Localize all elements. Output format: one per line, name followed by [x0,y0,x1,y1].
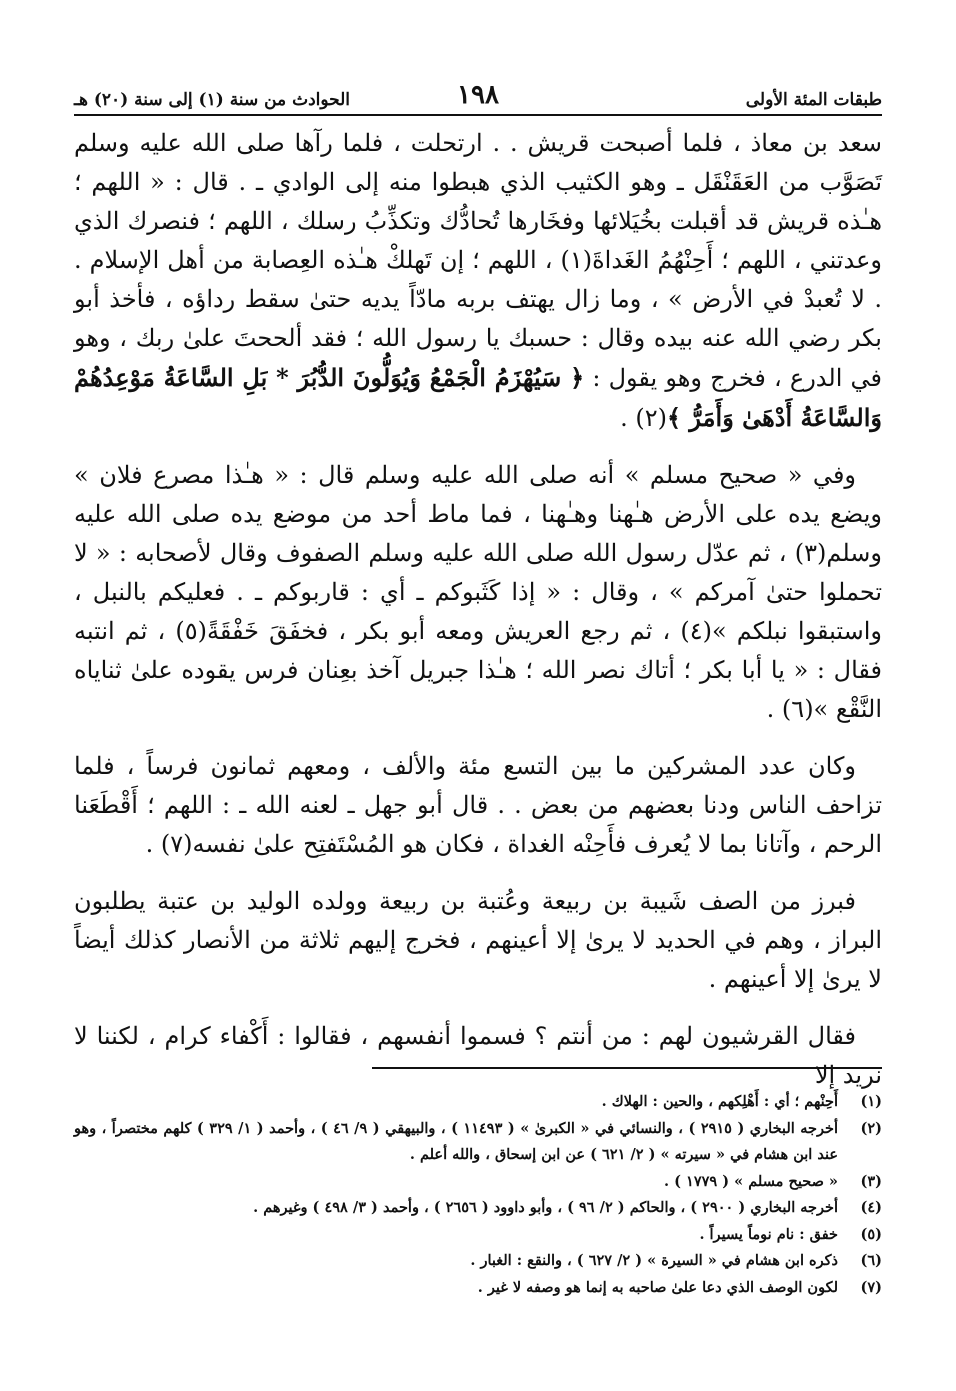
paragraph: وفي « صحيح مسلم » أنه صلى الله عليه وسلم قال : « هـٰذا مصرع فلان » ويضع يده على الأرض هـٰهنا وهـٰهنا ، فما ماط أحد من موضع يده صلى الله عليه وسلم(٣) ، ثم عدّل رسول الله صلى الله عليه وسلم الصفوف وقال لأصحابه : « لا تحملوا حتىٰ آمركم » ، وقال : « إذا كَثَبوكم ـ أي : قاربوكم ـ . فعليكم بالنبل ، واستبقوا نبلكم »(٤) ، ثم رجع العريش ومعه أبو بكر ، فخفَقَ خَفْقَةً(٥) ، ثم انتبه فقال : « يا أبا بكر ؛ أتاك نصر الله ؛ هـٰذا جبريل آخذ بعِنان فرس يقوده علىٰ ثناياه النَّقْع »(٦) . [74,461,882,723]
paragraph: فقال القرشيون لهم : من أنتم ؟ فسموا أنفسهم ، فقالوا : أَكْفاء كرام ، لكننا لا نريد إلا [74,1022,882,1089]
footnote [74,1089,882,1116]
footnote [74,1222,882,1249]
paragraph: وكان عدد المشركين ما بين التسع مئة والألف ، ومعهم ثمانون فرساً ، فلما تزاحف الناس ودنا بعضهم من بعض . . قال أبو جهل ـ لعنه الله ـ : اللهم ؛ أَقْطَعَنا الرحم ، وآتانا بما لا يُعرف فأَحِنْه الغداة ، فكان هو المُسْتَفتِح علىٰ نفسه(٧) . [74,752,883,858]
footnote-text: لكون الوصف الذي دعا علىٰ صاحبه به إنما هو وصفه لا غير . [477,1278,838,1296]
footnotes [74,1089,882,1301]
footnote-number: (٢) [860,1119,882,1137]
running-header [74,78,882,116]
footnote-text: أخرجه البخاري ( ٢٩١٥ ) ، والنسائي في « الكبرىٰ » ( ١١٤٩٣ ) ، والبيهقي ( ٩/ ٤٦ ) ، وأحمد ( ١/ ٣٢٩ ) كلهم مختصراً ، وهو عند ابن هشام في « سيرته » ( ٢/ ٦٢١ ) عن ابن إسحاق ، والله أعلم . [74,1119,838,1163]
footnote-number: (٧) [860,1278,882,1296]
footnote-text: أخرجه البخاري ( ٢٩٠٠ ) ، والحاكم ( ٢/ ٩٦ ) ، وأبو داوود ( ٢٦٥٦ ) ، وأحمد ( ٣/ ٤٩٨ ) وغيرهم . [253,1199,838,1216]
footnote [74,1116,882,1169]
footnote [74,1248,882,1275]
footnote-number: (٦) [860,1252,882,1269]
footnote-number: (١) [860,1093,882,1110]
footnote-text: أَحِنْهم ؛ أي : أَهْلِكهم ، والحين : الهلاك . [601,1093,838,1110]
paragraph: فبرز من الصف شَيبة بن ربيعة وعُتبة بن ربيعة وولده الوليد بن عتبة يطلبون البراز ، وهم في الحديد لا يرىٰ إلا أعينهم ، فخرج إليهم ثلاثة من الأنصار كذلك أيضاً لا يرىٰ إلا أعينهم . [74,887,882,993]
footnote [74,1169,882,1196]
footnote-divider [372,1067,882,1069]
main-text [74,124,882,1095]
footnote-text: ذكره ابن هشام في « السيرة » ( ٢/ ٦٢٧ ) ، والنقع : الغبار . [470,1252,838,1269]
footnote-ref: (٢) . [620,404,668,432]
footnote [74,1275,882,1302]
book-title: طبقات المئة الأولى [745,90,882,110]
footnote-number: (٣) [860,1172,882,1190]
footnote-text: « صحيح مسلم » ( ١٧٧٩ ) . [664,1172,838,1190]
quran-verse: ﴿ سَيُهْزَمُ الْجَمْعُ وَيُوَلُّونَ الدُّبُرَ * بَلِ السَّاعَةُ مَوْعِدُهُمْ وَالسَّاعَةُ أَدْهَىٰ وَأَمَرُّ ﴾ [74,363,882,432]
paragraph-text: سعد بن معاذ ، فلما أصبحت قريش . . ارتحلت ، فلما رآها صلى الله عليه وسلم تَصَوَّب من العَقَنْقَل ـ وهو الكثيب الذي هبطوا منه إلى الوادي ـ . قال : « اللهم ؛ هـٰذه قريش قد أقبلت بخُيَلائها وفخَارها تُحادُّك وتكذِّبُ رسلك ، اللهم ؛ فنصرك الذي وعدتني ، اللهم ؛ أَحِنْهُمُ الغَداةَ(١) ، اللهم ؛ إن تَهلكْ هـٰذه العِصابة من أهل الإسلام . . لا تُعبدْ في الأرض » ، وما زال يهتف بربه مادّاً يديه حتىٰ سقط رداؤه ، فأخذ أبو بكر رضي الله عنه بيده وقال : حسبك يا رسول الله ؛ فقد ألححتَ علىٰ ربك ، وهو في الدرع ، فخرج وهو يقول : [74,129,882,392]
footnote-number: (٥) [860,1225,882,1243]
footnote-number: (٤) [860,1199,882,1216]
paragraph [74,124,882,438]
section-title: الحوادث من سنة (١) إلى سنة (٢٠) هـ [74,90,351,110]
footnote-text: خفق : نام نوماً يسيراً . [699,1225,838,1243]
page-number: ١٩٨ [457,80,499,110]
footnote [74,1195,882,1222]
